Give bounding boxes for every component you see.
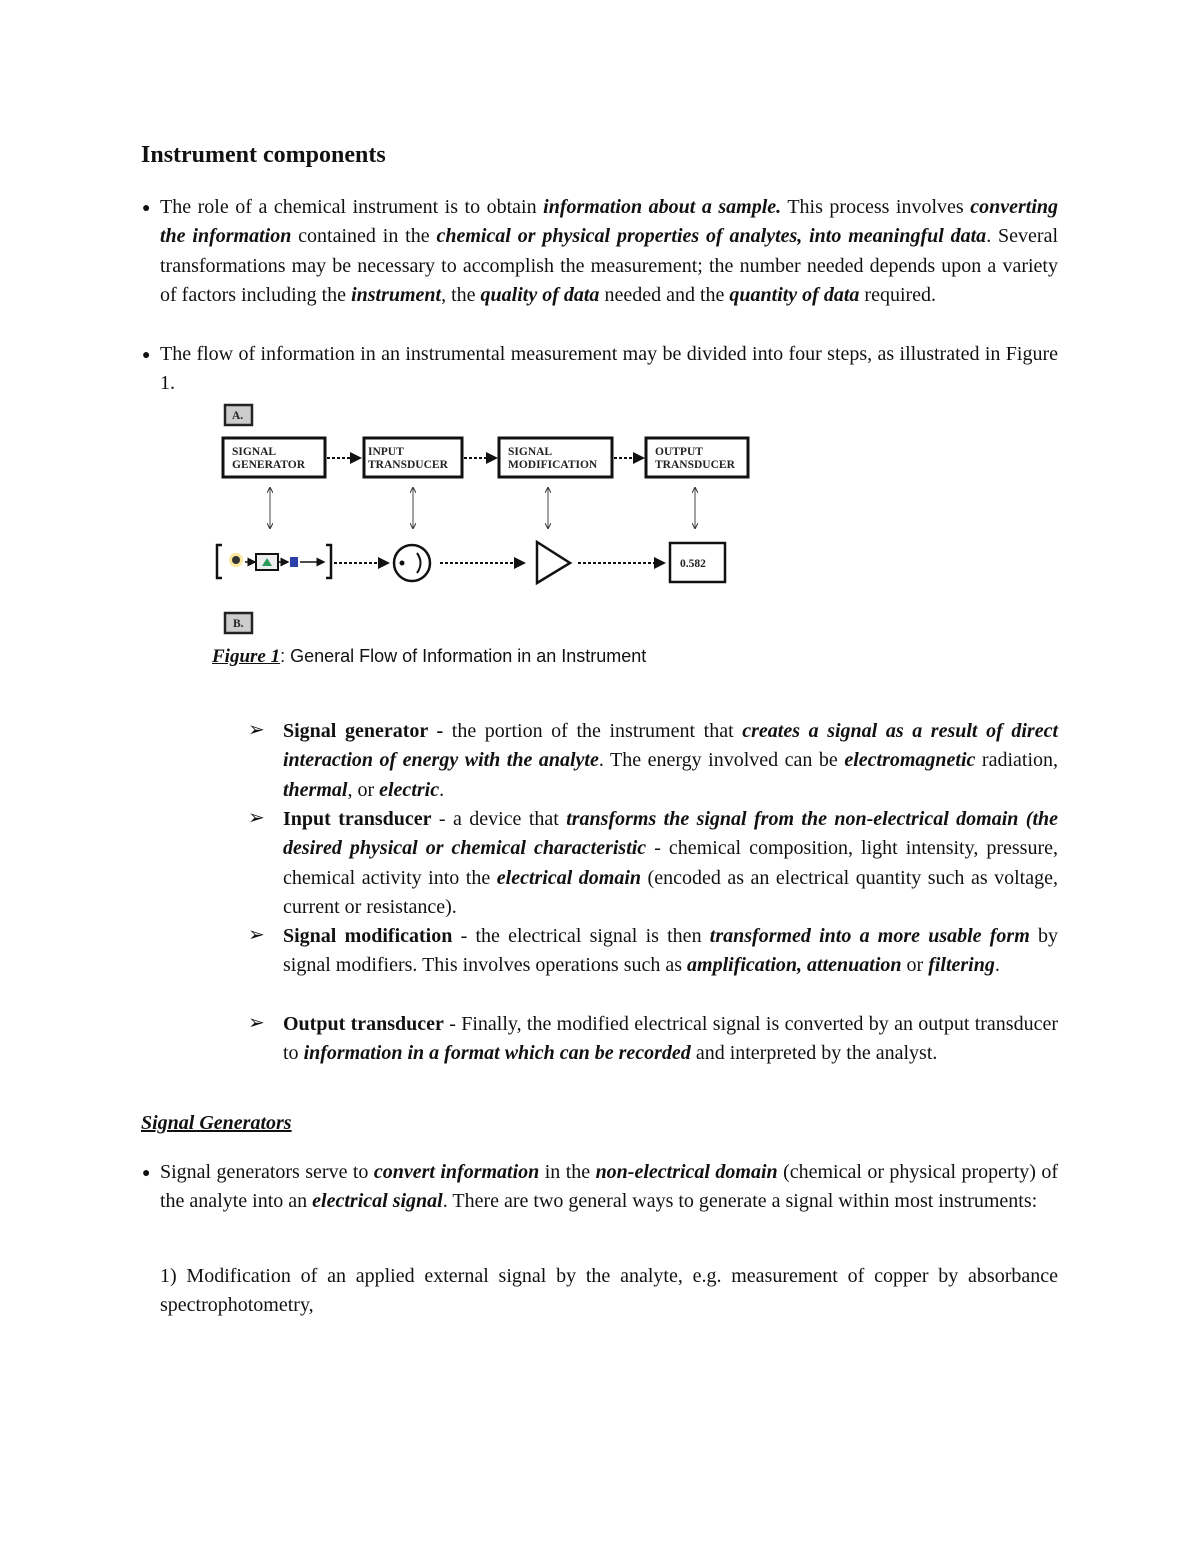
detector-icon [394, 545, 430, 581]
svg-text:0.582: 0.582 [680, 558, 706, 570]
text-run: convert information [373, 1161, 540, 1183]
text-run: . [994, 954, 1000, 977]
text-run: The role of a chemical instrument is to obtain [160, 196, 544, 218]
text-run: filtering [928, 954, 995, 977]
text-run: 1) Modification of an applied external signal by the analyte, e.g. measurement of copper by absorbance spectrophotometry, [160, 1265, 1058, 1317]
text-run: electric [379, 778, 440, 801]
box-output-transducer [646, 438, 748, 477]
text-run: (encoded as an electrical quantity such as voltage, current or resistance). [283, 866, 1058, 918]
box-input-transducer [364, 438, 462, 477]
figure-caption: Figure 1: General Flow of Information in an Instrument [212, 646, 647, 667]
step-output-transducer [283, 1010, 1058, 1069]
text-run: or [901, 954, 929, 977]
text-run: - Finally, the modified electrical signal is converted by an output transducer to [283, 1013, 1059, 1065]
svg-text:SIGNAL: SIGNAL [232, 446, 277, 458]
text-run: quantity of data [729, 283, 860, 306]
bullet-dot-icon: ● [142, 201, 151, 216]
text-run: Signal modification [283, 925, 453, 947]
text-run: information in a format which can be recorded [303, 1042, 691, 1065]
text-run: (chemical or physical property) of the analyte into an [160, 1161, 1058, 1213]
text-run: chemical or physical properties of analytes, into meaningful data [436, 225, 987, 248]
source-chain [217, 545, 331, 578]
text-run: - the electrical signal is then [452, 925, 710, 947]
text-run: . [439, 778, 445, 801]
bullet-dot-icon: ● [142, 1166, 151, 1181]
text-run: , the [441, 283, 481, 306]
svg-text:OUTPUT: OUTPUT [655, 446, 703, 458]
text-run: the portion of the instrument that [451, 720, 743, 742]
text-run: Signal generator - [283, 720, 452, 742]
text-run: amplification, attenuation [687, 954, 902, 977]
text-run: electrical domain [496, 866, 642, 889]
page-heading: Instrument components [141, 142, 386, 168]
text-run: information about a sample. [543, 196, 782, 218]
label-a-box [225, 405, 252, 425]
amplifier-icon [537, 542, 570, 583]
box-signal-modification [499, 438, 612, 477]
svg-text:SIGNAL: SIGNAL [508, 446, 553, 458]
text-run: This process involves [781, 196, 971, 218]
box-signal-generator [223, 438, 325, 477]
text-run: electrical signal [312, 1190, 443, 1213]
label-a: A. [232, 410, 244, 422]
text-run: - chemical composition, light intensity, pressure, chemical activity into the [283, 837, 1058, 889]
svg-text:TRANSDUCER: TRANSDUCER [368, 459, 448, 471]
text-run: , or [347, 778, 380, 801]
text-run: Signal generators serve to [160, 1161, 374, 1183]
text-run: by signal modifiers. This involves operations such as [283, 925, 1058, 977]
text-run: radiation, [975, 749, 1058, 772]
text-run: needed and the [599, 283, 730, 306]
text-run: electromagnetic [844, 749, 976, 772]
arrow-bullet-icon: ➢ [248, 807, 265, 829]
text-run: quality of data [480, 283, 600, 306]
paragraph-signal-generators [160, 1158, 1058, 1217]
svg-text:GENERATOR: GENERATOR [232, 459, 306, 471]
text-run: . There are two general ways to generate a signal within most instruments: [442, 1190, 1038, 1213]
readout-display [670, 543, 725, 582]
text-run: thermal [283, 778, 348, 801]
text-run: required. [859, 283, 937, 306]
text-run: . Several transformations may be necessary to accomplish the measurement; the number needed depends upon a variety of factors including the [160, 225, 1059, 306]
arrow-bullet-icon: ➢ [248, 719, 265, 741]
text-run: converting the information [160, 196, 1059, 248]
list-item-1 [160, 1262, 1058, 1321]
step-input-transducer [283, 805, 1058, 922]
svg-text:INPUT: INPUT [368, 446, 404, 458]
text-run: non-electrical domain [595, 1161, 778, 1183]
step-signal-generator [283, 717, 1058, 805]
text-run: transforms the signal from the non-electrical domain (the desired physical or chemical characteristic [283, 808, 1059, 860]
text-run: and interpreted by the analyst. [690, 1042, 938, 1065]
svg-text:MODIFICATION: MODIFICATION [508, 459, 598, 471]
arrow-bullet-icon: ➢ [248, 924, 265, 946]
step-signal-modification [283, 922, 1058, 981]
svg-text:TRANSDUCER: TRANSDUCER [655, 459, 735, 471]
bullet-dot-icon: ● [142, 348, 151, 363]
section-heading-signal-generators: Signal Generators [141, 1112, 292, 1134]
text-run: Input transducer [283, 808, 432, 830]
text-run: in the [539, 1161, 596, 1183]
text-run: - a device that [431, 808, 567, 830]
text-run: instrument [351, 283, 442, 306]
cuvette-icon [290, 557, 298, 567]
svg-text:B.: B. [233, 618, 244, 630]
text-run: contained in the [291, 225, 437, 248]
label-b-box [225, 613, 252, 633]
text-run: transformed into a more usable form [709, 925, 1030, 947]
figure-1-diagram [0, 0, 1200, 700]
text-run: The flow of information in an instrumental measurement may be divided into four steps, as illustrated in Figure 1. [160, 343, 1058, 395]
text-run: . The energy involved can be [598, 749, 845, 772]
arrow-bullet-icon: ➢ [248, 1012, 265, 1034]
text-run: creates a signal as a result of direct interaction of energy with the analyte [283, 720, 1059, 772]
text-run: Output transducer [283, 1013, 444, 1035]
